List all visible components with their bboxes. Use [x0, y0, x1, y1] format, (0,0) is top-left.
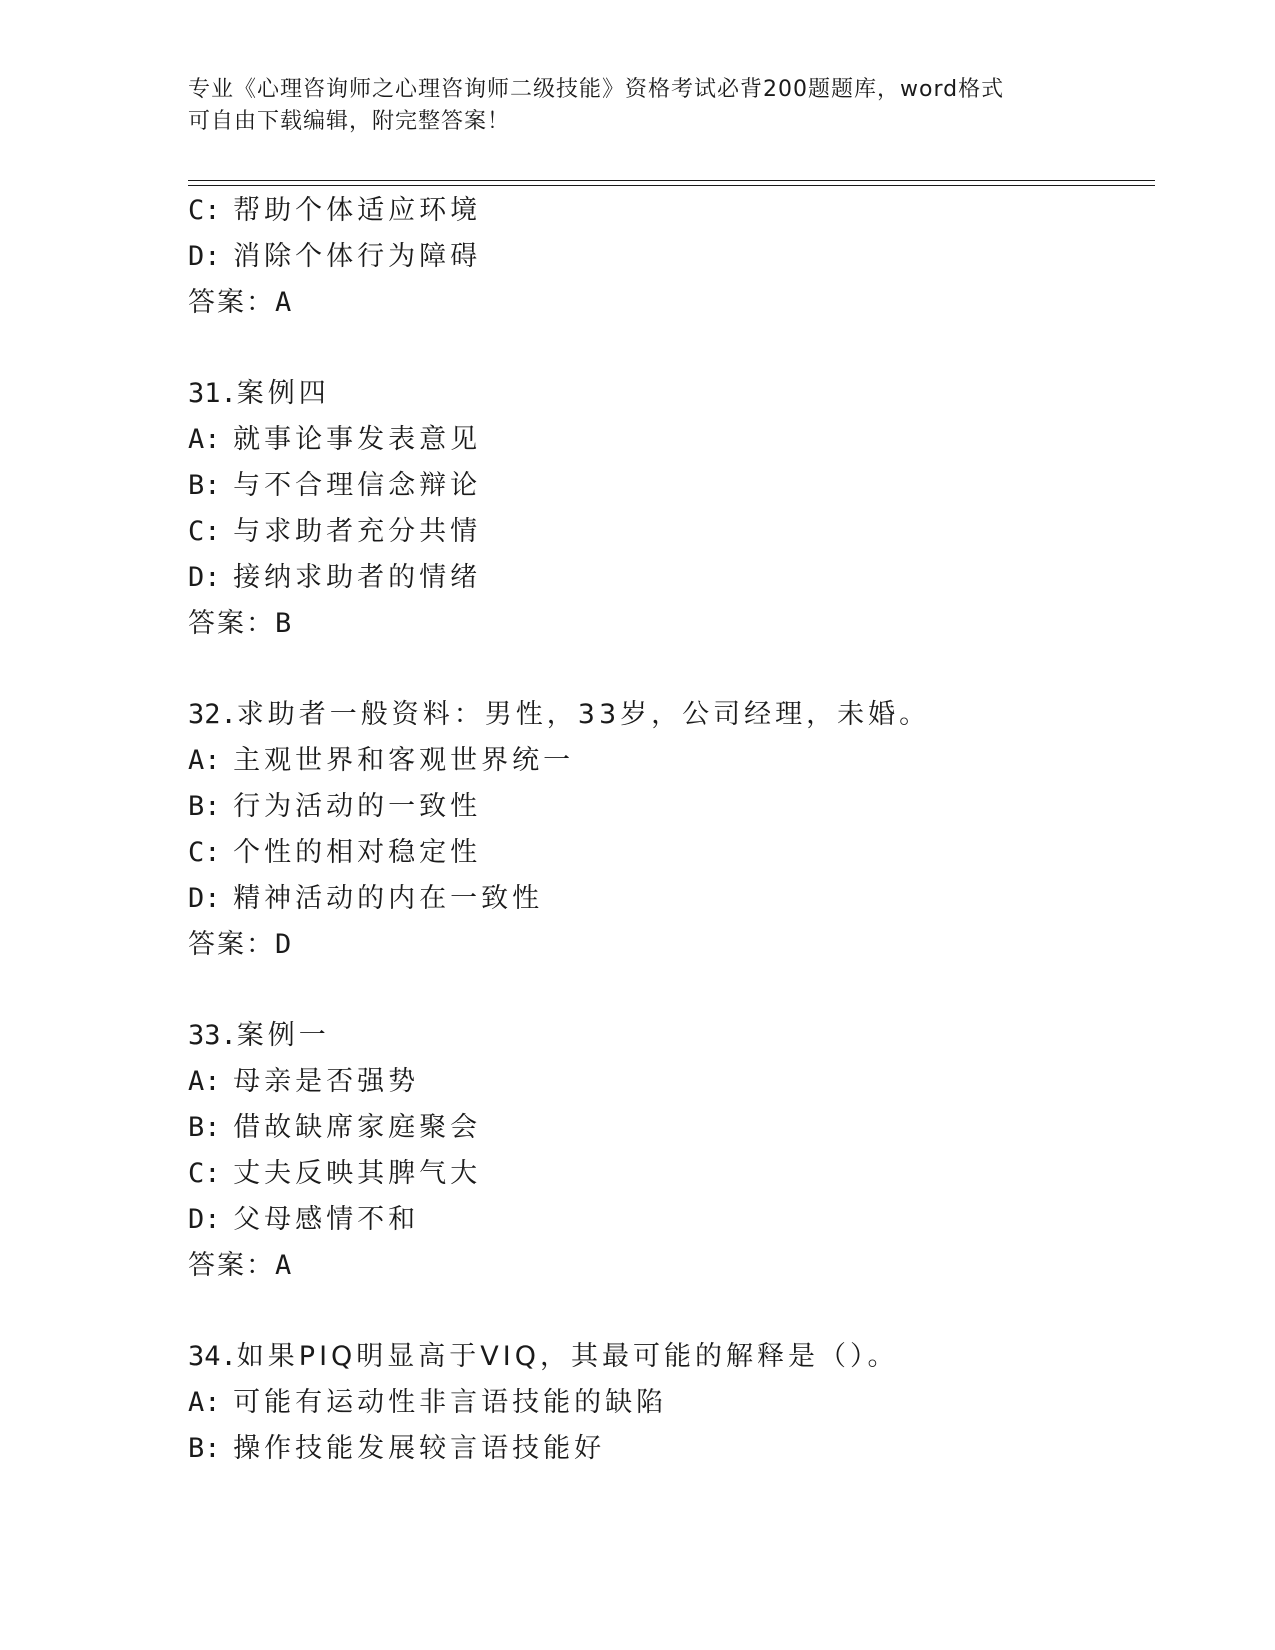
answer-row [188, 280, 1148, 326]
option-row [188, 1380, 1148, 1426]
option-row [188, 417, 1148, 463]
answer-label: 答案： [188, 1250, 275, 1281]
question-block [188, 1013, 1148, 1289]
question-stem [188, 1334, 1148, 1380]
option-row [188, 188, 1148, 234]
option-key: D: [188, 1204, 221, 1235]
option-key: C: [188, 195, 221, 226]
question-number: 33. [188, 1020, 237, 1051]
option-row [188, 1059, 1148, 1105]
question-block [188, 371, 1148, 647]
question-stem [188, 1013, 1148, 1059]
answer-row [188, 922, 1148, 968]
header-divider-bottom [188, 185, 1155, 186]
option-text: 行为活动的一致性 [233, 791, 482, 822]
header-divider-top [188, 180, 1155, 181]
option-row [188, 555, 1148, 601]
question-text: 案例一 [236, 1020, 330, 1051]
question-number: 34. [188, 1341, 237, 1372]
answer-label: 答案： [188, 608, 275, 639]
option-row [188, 876, 1148, 922]
option-key: B: [188, 470, 221, 501]
option-key: A: [188, 745, 221, 776]
answer-label: 答案： [188, 287, 275, 318]
answer-value: A [275, 1250, 292, 1281]
question-list [188, 188, 1148, 1472]
option-text: 丈夫反映其脾气大 [233, 1158, 482, 1189]
option-key: D: [188, 883, 221, 914]
option-text: 与不合理信念辩论 [233, 470, 482, 501]
option-row [188, 1426, 1148, 1472]
answer-value: D [275, 929, 292, 960]
header-title-line-1: 专业《心理咨询师之心理咨询师二级技能》资格考试必背200题题库，word格式 [188, 77, 1005, 102]
option-text: 借故缺席家庭聚会 [233, 1112, 482, 1143]
question-text: 案例四 [236, 378, 330, 409]
question-text: 如果PIQ明显高于VIQ，其最可能的解释是（）。 [236, 1341, 899, 1372]
option-key: D: [188, 562, 221, 593]
option-row [188, 463, 1148, 509]
answer-row [188, 1243, 1148, 1289]
option-key: D: [188, 241, 221, 272]
option-row [188, 1151, 1148, 1197]
question-text: 求助者一般资料：男性，33岁，公司经理，未婚。 [236, 699, 931, 730]
option-row [188, 738, 1148, 784]
option-text: 操作技能发展较言语技能好 [233, 1433, 606, 1464]
question-continuation [188, 188, 1148, 326]
question-stem [188, 692, 1148, 738]
option-row [188, 784, 1148, 830]
option-text: 可能有运动性非言语技能的缺陷 [233, 1387, 668, 1418]
option-text: 消除个体行为障碍 [233, 241, 482, 272]
option-row [188, 509, 1148, 555]
document-header [188, 74, 1088, 138]
answer-row [188, 601, 1148, 647]
option-key: B: [188, 1433, 221, 1464]
option-key: B: [188, 1112, 221, 1143]
option-text: 就事论事发表意见 [233, 424, 482, 455]
option-text: 母亲是否强势 [233, 1066, 420, 1097]
question-number: 32. [188, 699, 237, 730]
option-row [188, 830, 1148, 876]
option-text: 精神活动的内在一致性 [233, 883, 544, 914]
option-key: A: [188, 1387, 221, 1418]
option-key: A: [188, 424, 221, 455]
answer-value: A [275, 287, 292, 318]
option-row [188, 234, 1148, 280]
option-text: 主观世界和客观世界统一 [233, 745, 575, 776]
option-key: A: [188, 1066, 221, 1097]
option-text: 个性的相对稳定性 [233, 837, 482, 868]
option-row [188, 1197, 1148, 1243]
option-key: B: [188, 791, 221, 822]
question-number: 31. [188, 378, 237, 409]
question-block [188, 692, 1148, 968]
option-text: 与求助者充分共情 [233, 516, 482, 547]
option-text: 接纳求助者的情绪 [233, 562, 482, 593]
header-title-line-2: 可自由下载编辑，附完整答案！ [188, 109, 511, 134]
option-key: C: [188, 837, 221, 868]
answer-label: 答案： [188, 929, 275, 960]
option-text: 父母感情不和 [233, 1204, 420, 1235]
question-block [188, 1334, 1148, 1472]
answer-value: B [275, 608, 292, 639]
option-row [188, 1105, 1148, 1151]
option-key: C: [188, 1158, 221, 1189]
question-stem [188, 371, 1148, 417]
option-key: C: [188, 516, 221, 547]
option-text: 帮助个体适应环境 [233, 195, 482, 226]
